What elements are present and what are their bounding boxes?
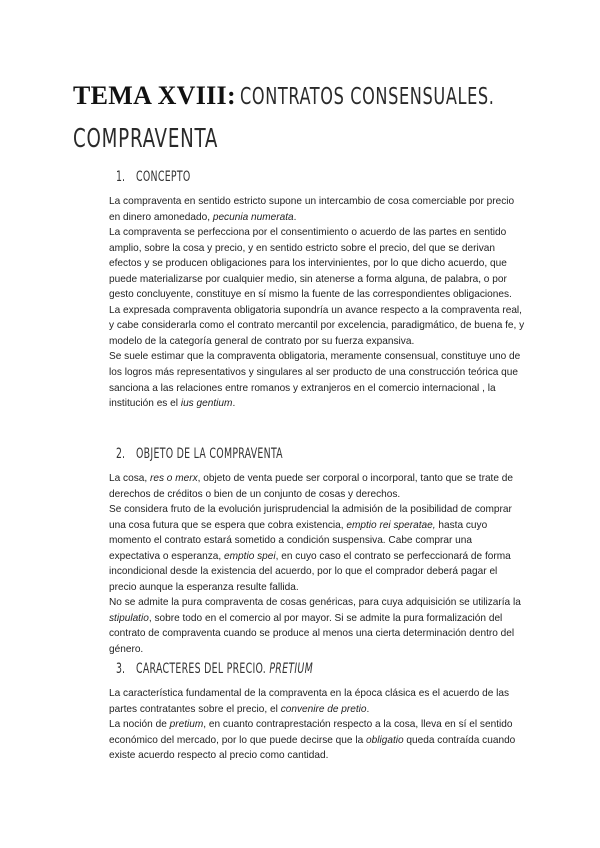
text-run: queda contraída cuando existe acuerdo respecto al precio como cantidad. xyxy=(109,734,516,762)
section-heading xyxy=(0,165,600,189)
paragraph xyxy=(109,303,525,350)
title-line-1 xyxy=(73,76,543,116)
paragraph xyxy=(109,717,525,764)
text-run: hasta cuyo momento el contrato estará sometido a condición suspensiva. Cabe comprar una expectativa o esperanza, xyxy=(109,519,488,562)
section-title-text: CARACTERES DEL PRECIO. xyxy=(136,661,270,677)
text-run: . xyxy=(366,703,370,715)
text-run: , objeto de venta puede ser corporal o incorporal, tanto que se trate de derechos de créditos o bien de un conjunto de cosas y derechos. xyxy=(109,473,514,500)
text-run: No se admite la pura compraventa de cosas genéricas, para cuya adquisición se utilizaría la xyxy=(109,597,521,609)
italic-term: obligatio xyxy=(366,734,404,746)
paragraph xyxy=(109,225,525,303)
section-title xyxy=(136,657,313,681)
paragraph xyxy=(109,471,525,502)
section-body xyxy=(109,194,525,412)
text-run: Se considera fruto de la evolución jurisprudencial la admisión de la posibilidad de comprar una cosa futura que se espera que cobra existencia, xyxy=(109,504,512,531)
text-run: La característica fundamental de la compraventa en la época clásica es el acuerdo de las partes contratantes sobre el precio, el xyxy=(109,688,510,715)
paragraph xyxy=(109,194,525,225)
text-run: , en cuyo caso el contrato se perfeccionará de forma incondicional desde la existencia del acuerdo, por lo que el comprador deberá pagar el precio aunque la esperanza resulte fallida. xyxy=(109,550,511,593)
italic-term: ius gentium xyxy=(180,398,233,410)
page-title xyxy=(73,76,543,159)
section-concepto xyxy=(0,165,600,412)
title-bold: TEMA XVIII: xyxy=(73,81,236,110)
text-run: La noción de xyxy=(109,719,170,731)
section-body xyxy=(109,471,525,658)
title-light-1: CONTRATOS CONSENSUALES. xyxy=(240,84,495,110)
section-title: CONCEPTO xyxy=(136,169,191,185)
text-run: La compraventa en sentido estricto supone un intercambio de cosa comerciable por precio en dinero amonedado, xyxy=(109,196,515,223)
text-run: , en cuanto contraprestación respecto a la cosa, lleva en sí el sentido económico del mercado, por lo que puede decirse que la xyxy=(109,719,513,746)
section-precio xyxy=(0,657,600,764)
section-body xyxy=(109,686,525,764)
text-run: . xyxy=(293,211,297,223)
text-run: La expresada compraventa obligatoria supondría un avance respecto a la compraventa real, y cabe considerarla como el contrato mercantil por excelencia, paradigmático, de buena fe, y modelo de la categoría general de contrato por su fuerza expansiva. xyxy=(109,304,525,347)
section-number: 1. xyxy=(116,169,125,185)
section-title: OBJETO DE LA COMPRAVENTA xyxy=(136,446,283,462)
section-number: 3. xyxy=(116,661,125,677)
italic-term: stipulatio xyxy=(109,612,149,624)
text-run: , sobre todo en el comercio al por mayor. Si se admite la pura formalización del contrato de compraventa cuando se produce al menos una cierta determinación dentro del género. xyxy=(109,612,515,656)
text-run: . xyxy=(232,398,236,410)
italic-term: res o merx xyxy=(149,473,198,484)
paragraph xyxy=(109,595,525,657)
paragraph xyxy=(109,686,525,717)
title-light-2: COMPRAVENTA xyxy=(73,124,219,154)
italic-term: pretium xyxy=(169,719,204,731)
section-title-italic: PRETIUM xyxy=(269,661,313,677)
title-line-2 xyxy=(73,119,543,159)
section-heading xyxy=(0,442,600,466)
paragraph xyxy=(109,502,525,595)
section-heading xyxy=(0,657,600,681)
text-run: La compraventa se perfecciona por el consentimiento o acuerdo de las partes en sentido amplio, sobre la cosa y precio, y en sentido estricto sobre el precio, del que se derivan efectos y se producen obligaciones para los intervinientes, por lo que dicho acuerdo, que puede materializarse por cualquier medio, sin atenerse a forma alguna, de palabra, o por gesto concluyente, constituye en sí mismo la fuente de las correspondientes obligaciones. xyxy=(109,227,512,301)
section-objeto xyxy=(0,442,600,658)
text-run: Se suele estimar que la compraventa obligatoria, meramente consensual, constituye uno de los logros más representativos y singulares al ser producto de una construcción teórica que sanciona a las relaciones entre romanos y extranjeros en el comercio internacional , la institución es el xyxy=(109,351,521,410)
italic-term: pecunia numerata xyxy=(212,211,294,223)
italic-term: convenire de pretio xyxy=(280,703,367,715)
section-number: 2. xyxy=(116,446,125,462)
italic-term: emptio rei speratae, xyxy=(346,519,436,531)
text-run: La cosa, xyxy=(109,473,150,484)
italic-term: emptio spei xyxy=(224,550,276,562)
paragraph xyxy=(109,349,525,411)
